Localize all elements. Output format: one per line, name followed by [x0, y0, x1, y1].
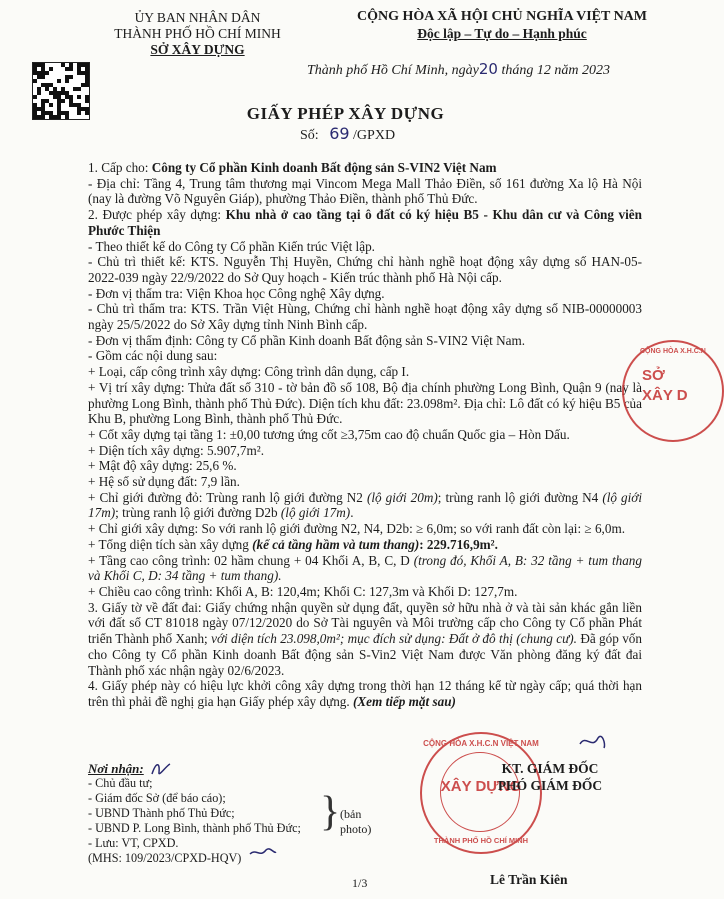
date-day: 20	[478, 60, 498, 78]
designer: - Theo thiết kế do Công ty Cổ phần Kiến trúc Việt lập.	[88, 238, 375, 254]
national-title: CỘNG HÒA XÃ HỘI CHỦ NGHĨA VIỆT NAM	[356, 9, 647, 24]
recipients-heading: Nơi nhận:	[88, 761, 144, 776]
construction-elevation: + Cốt xây dựng tại tầng 1: ±0,00 tương ứng cốt ≥3,75m cao độ chuẩn Quốc gia – Hòn Dấu.	[88, 426, 570, 442]
building-height: + Chiều cao công trình: Khối A, B: 120,4m; Khối C: 127,3m và Khối D: 127,7m.	[88, 583, 518, 599]
document-title: GIẤY PHÉP XÂY DỰNG	[246, 104, 445, 123]
initials-scribble-icon	[150, 760, 174, 780]
brace-icon: }	[320, 789, 341, 835]
stamp-center-text: XÂY DỰNG	[440, 778, 522, 795]
issuer-department: SỞ XÂY DỰNG	[150, 42, 245, 57]
permit-number	[300, 124, 395, 144]
chief-verifier: - Chủ trì thẩm tra: KTS. Trần Việt Hùng, Chứng chỉ hành nghề hoạt động xây dựng số NIB-00000003 ngày 25/5/2022 do Sở Xây dựng tỉnh Ninh Bình cấp.	[88, 301, 642, 333]
project-name: Khu nhà ở cao tầng tại ô đất có ký hiệu B5 - Khu dân cư và Công viên Phước Thiện	[88, 207, 642, 238]
red-boundary-text-g: .	[350, 505, 354, 521]
section-3-text-c: Đã góp vốn cho Công ty Cổ phần Kinh doanh Bất động sản S-Vin2 Việt Nam được Văn phòng đăng ký đất đai Thành phố xác nhận ngày 02/6/2023.	[88, 631, 642, 678]
issuer-line-2: THÀNH PHỐ HỒ CHÍ MINH	[114, 26, 281, 41]
issue-date	[307, 60, 687, 79]
verifier-unit: - Đơn vị thẩm tra: Viện Khoa học Công nghệ Xây dựng.	[88, 285, 385, 301]
total-floor-area	[88, 537, 642, 553]
red-boundary	[88, 490, 642, 521]
recipient-item: - Giám đốc Sở (để báo cáo);	[88, 791, 226, 805]
appraiser: - Đơn vị thẩm định: Công ty Cổ phần Kinh doanh Bất động sản S-VIN2 Việt Nam.	[88, 332, 526, 348]
permit-number-suffix: /GPXD	[353, 128, 396, 143]
grantee-address: - Địa chỉ: Tầng 4, Trung tâm thương mại Vincom Mega Mall Thảo Điền, số 161 đường Xa lộ Hà Nội (nay là đường Võ Nguyên Giáp), phường Thảo Điền, thành phố Thủ Đức.	[88, 175, 642, 207]
floor-count-text-a: + Tầng cao công trình: 02 hầm chung + 04 Khối A, B, C, D	[88, 552, 414, 568]
photo-copy-note: (bản photo)	[340, 807, 372, 836]
stamp-ring-bottom: THÀNH PHỐ HỒ CHÍ MINH	[433, 836, 529, 845]
total-area-text-a: + Tổng diện tích sàn xây dựng	[88, 536, 253, 552]
grantee-name: Công ty Cổ phần Kinh doanh Bất động sản S-VIN2 Việt Nam	[151, 160, 497, 175]
section-3	[88, 600, 642, 679]
red-boundary-text-b: (lộ giới 20m)	[366, 489, 438, 505]
section-3-text-b: với diện tích 23.098,0m²; mục đích sử dụng: Đất ở đô thị (chung cư).	[211, 631, 577, 647]
red-boundary-text-c: ; trùng ranh lộ giới đường N4	[437, 489, 603, 505]
stamp-edge-text: SỞ XÂY D	[642, 367, 688, 404]
red-boundary-text-f: (lộ giới 17m)	[280, 505, 351, 521]
recipient-item: - UBND Thành phố Thủ Đức;	[88, 806, 235, 820]
permit-body	[88, 160, 642, 710]
see-reverse-note: (Xem tiếp mặt sau)	[352, 693, 456, 709]
initials-scribble-icon	[248, 844, 278, 860]
construction-location: + Vị trí xây dựng: Thửa đất số 310 - tờ bản đồ số 108, Bộ địa chính phường Long Bình, Quận 9 (nay là phường Long Bình, thành phố Thủ Đức). Diện tích khu đất: 23.098m². Địa chỉ: Lô đất có ký hiệu B5 của Khu B, phường Long Bình, thành phố Thủ Đức.	[88, 379, 642, 427]
chief-designer: - Chủ trì thiết kế: KTS. Nguyễn Thị Huyền, Chứng chỉ hành nghề hoạt động xây dựng số HAN-05-2022-039 ngày 22/9/2022 do Sở Quy hoạch - Kiến trúc thành phố Hà Nội cấp.	[88, 254, 642, 285]
stamp-edge-ring: CỘNG HÒA X.H.C.N	[640, 348, 706, 355]
national-motto: Độc lập – Tự do – Hạnh phúc	[417, 26, 587, 41]
construction-type: + Loại, cấp công trình xây dựng: Công trình dân dụng, cấp I.	[88, 364, 410, 380]
total-area-text-c: : 229.716,9m².	[419, 536, 498, 552]
section-1	[88, 160, 642, 176]
signature-title-2: PHÓ GIÁM ĐỐC	[497, 778, 603, 793]
stamp-ring-top: CỘNG HÒA X.H.C.N VIỆT NAM	[423, 739, 539, 748]
section-1-label: 1. Cấp cho:	[88, 160, 152, 175]
recipient-item: - Chủ đầu tư;	[88, 776, 153, 790]
contents-heading: - Gồm các nội dung sau:	[88, 348, 218, 364]
red-boundary-text-d: (lộ giới 17m)	[88, 489, 643, 521]
section-4-text-a: 4. Giấy phép này có hiệu lực khởi công xây dựng trong thời hạn 12 tháng kể từ ngày cấp; quá thời hạn trên thì phải đề nghị gia hạn Giấy phép xây dựng.	[88, 678, 642, 709]
section-2	[88, 207, 642, 238]
floor-count-text-b: (trong đó, Khối A, B: 32 tầng + tum thang và Khối C, D: 34 tầng + tum thang).	[88, 552, 642, 584]
floor-count	[88, 553, 642, 584]
issuer-line-1: ỦY BAN NHÂN DÂN	[134, 10, 261, 25]
signer-name: Lê Trần Kiên	[490, 872, 568, 887]
recipient-item: - Lưu: VT, CPXD.	[88, 836, 179, 850]
section-4	[88, 678, 642, 709]
total-area-text-b: (kể cả tầng hầm và tum thang)	[252, 536, 420, 552]
red-boundary-text-a: + Chỉ giới đường đỏ: Trùng ranh lộ giới đường N2	[88, 489, 367, 505]
national-header	[322, 8, 682, 42]
date-prefix: Thành phố Hồ Chí Minh, ngày	[307, 63, 479, 78]
section-2-label: 2. Được phép xây dựng:	[88, 207, 226, 223]
initials-scribble-icon	[578, 732, 608, 752]
issuer-header	[95, 10, 300, 58]
permit-number-label: Số:	[300, 128, 319, 143]
construction-density: + Mật độ xây dựng: 25,6 %.	[88, 458, 237, 474]
recipient-item: - UBND P. Long Bình, thành phố Thủ Đức;	[88, 821, 301, 835]
red-stamp-partial	[622, 340, 724, 442]
setback-line: + Chỉ giới xây dựng: So với ranh lộ giới đường N2, N4, D2b: ≥ 6,0m; so với ranh đất còn lại: ≥ 6,0m.	[88, 521, 626, 537]
date-suffix: tháng 12 năm 2023	[497, 63, 610, 78]
section-3-text-a: 3. Giấy tờ về đất đai: Giấy chứng nhận quyền sử dụng đất, quyền sở hữu nhà ở và tài sản khác gắn liền với đất số CT 81018 ngày 07/12/2020 do Sở Tài nguyên và Môi trường cấp cho Công ty Cổ phần Phát triển Thành phố Xanh;	[88, 599, 642, 647]
page-number: 1/3	[352, 876, 368, 890]
signature-title-1: KT. GIÁM ĐỐC	[501, 761, 599, 776]
signature-block	[470, 760, 630, 794]
red-boundary-text-e: ; trùng ranh lộ giới đường D2b	[115, 505, 281, 521]
recipients-block	[88, 761, 388, 866]
construction-area: + Diện tích xây dựng: 5.907,7m².	[88, 442, 265, 458]
land-use-ratio: + Hệ số sử dụng đất: 7,9 lần.	[88, 474, 240, 490]
dossier-code: (MHS: 109/2023/CPXD-HQV)	[88, 851, 242, 865]
permit-number-value: 69	[329, 124, 350, 143]
